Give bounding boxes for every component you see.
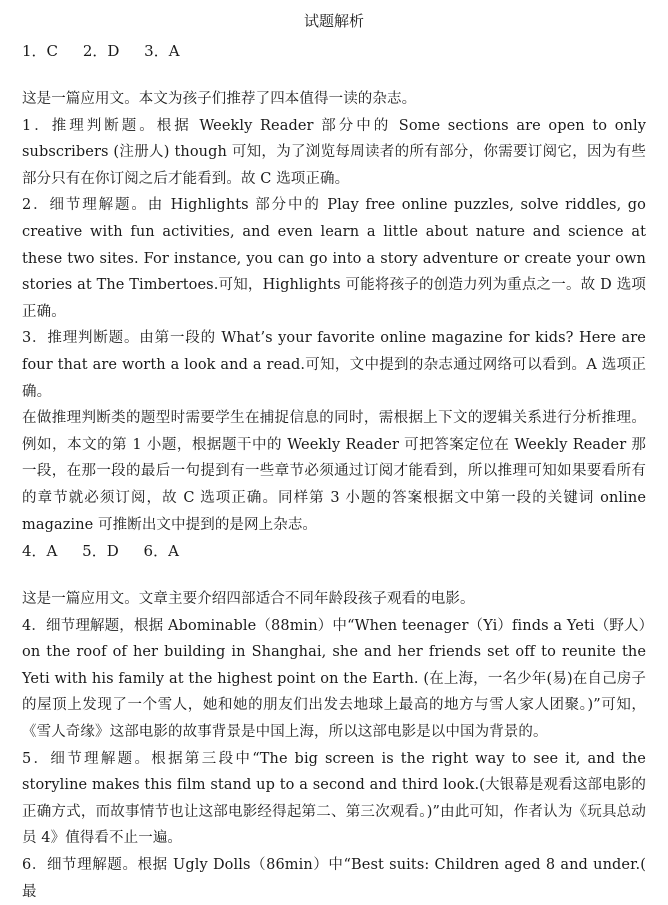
answer-key-4-6 xyxy=(22,538,646,564)
explanation-q4: 4．细节理解题，根据 Abominable（88min）中“When teenager（Yi）finds a Yeti（野人）on the roof of her building in Shanghai, she and her friends set off to reunite the Yeti with his family at the highest point on the Earth. (在上海，一名少年(易)在自己房子的屋顶上发现了一个雪人，她和她的朋友们出发去地球上最高的地方与雪人家人团聚。)”可知，《雪人奇缘》这部电影的故事背景是中国上海，所以这部电影是以中国为背景的。 xyxy=(22,617,646,741)
answer-key-1-3 xyxy=(22,38,646,64)
answer-2: 2．D xyxy=(82,42,120,60)
explanation-q2: 2．细节理解题。由 Highlights 部分中的 Play free online puzzles, solve riddles, go creative with fun activities, and even learn a little about nature and science at these two sites. For instance, you can go into a story adventure or create your own stories at The Timbertoes.可知，Highlights 可能将孩子的创造力列为重点之一。故 D 选项正确。 xyxy=(22,197,646,320)
page-title: 试题解析 xyxy=(303,12,364,30)
section1-intro: 这是一篇应用文。本文为孩子们推荐了四本值得一读的杂志。 xyxy=(22,91,417,107)
section2-intro: 这是一篇应用文。文章主要介绍四部适合不同年龄段孩子观看的电影。 xyxy=(22,591,475,608)
spacer xyxy=(22,64,646,86)
answer-1: 1．C xyxy=(22,42,59,60)
answer-6: 6．A xyxy=(143,542,179,561)
explanation-q3: 3．推理判断题。由第一段的 What’s your favorite online magazine for kids? Here are four that are worth a look and a read.可知，文中提到的杂志通过网络可以看到。A 选项正确。 xyxy=(22,330,646,400)
answer-4: 4．A xyxy=(22,542,58,561)
explanation-q1: 1．推理判断题。根据 Weekly Reader 部分中的 Some sections are open to only subscribers (注册人) though 可知，为了浏览每周读者的所有部分，你需要订阅它，因为有些部分只有在你订阅之后才能看到。故 C 选项正确。 xyxy=(22,117,646,187)
inference-tip: 在做推理判断类的题型时需要学生在捕捉信息的同时，需根据上下文的逻辑关系进行分析推理。例如，本文的第 1 小题，根据题干中的 Weekly Reader 可把答案定位在 Weekly Reader 那一段，在那一段的最后一句提到有一些章节必须通过订阅才能看到，所以推理可知如果要看所有的章节就必须订阅，故 C 选项正确。同样第 3 小题的答案根据文中第一段的关键词 online magazine 可推断出文中提到的是网上杂志。 xyxy=(22,410,646,533)
answer-5: 5．D xyxy=(82,542,119,561)
answer-3: 3．A xyxy=(144,42,180,60)
spacer xyxy=(22,564,646,586)
explanation-q5: 5．细节理解题。根据第三段中“The big screen is the right way to see it, and the storyline makes this film stand up to a second and third look.(大银幕是观看这部电影的正确方式，而故事情节也让这部电影经得起第二、第三次观看。)”由此可知，作者认为《玩具总动员 4》值得看不止一遍。 xyxy=(22,750,646,847)
explanation-q6: 6．细节理解题。根据 Ugly Dolls（86min）中“Best suits: Children aged 8 and under.( 最 xyxy=(22,857,646,900)
